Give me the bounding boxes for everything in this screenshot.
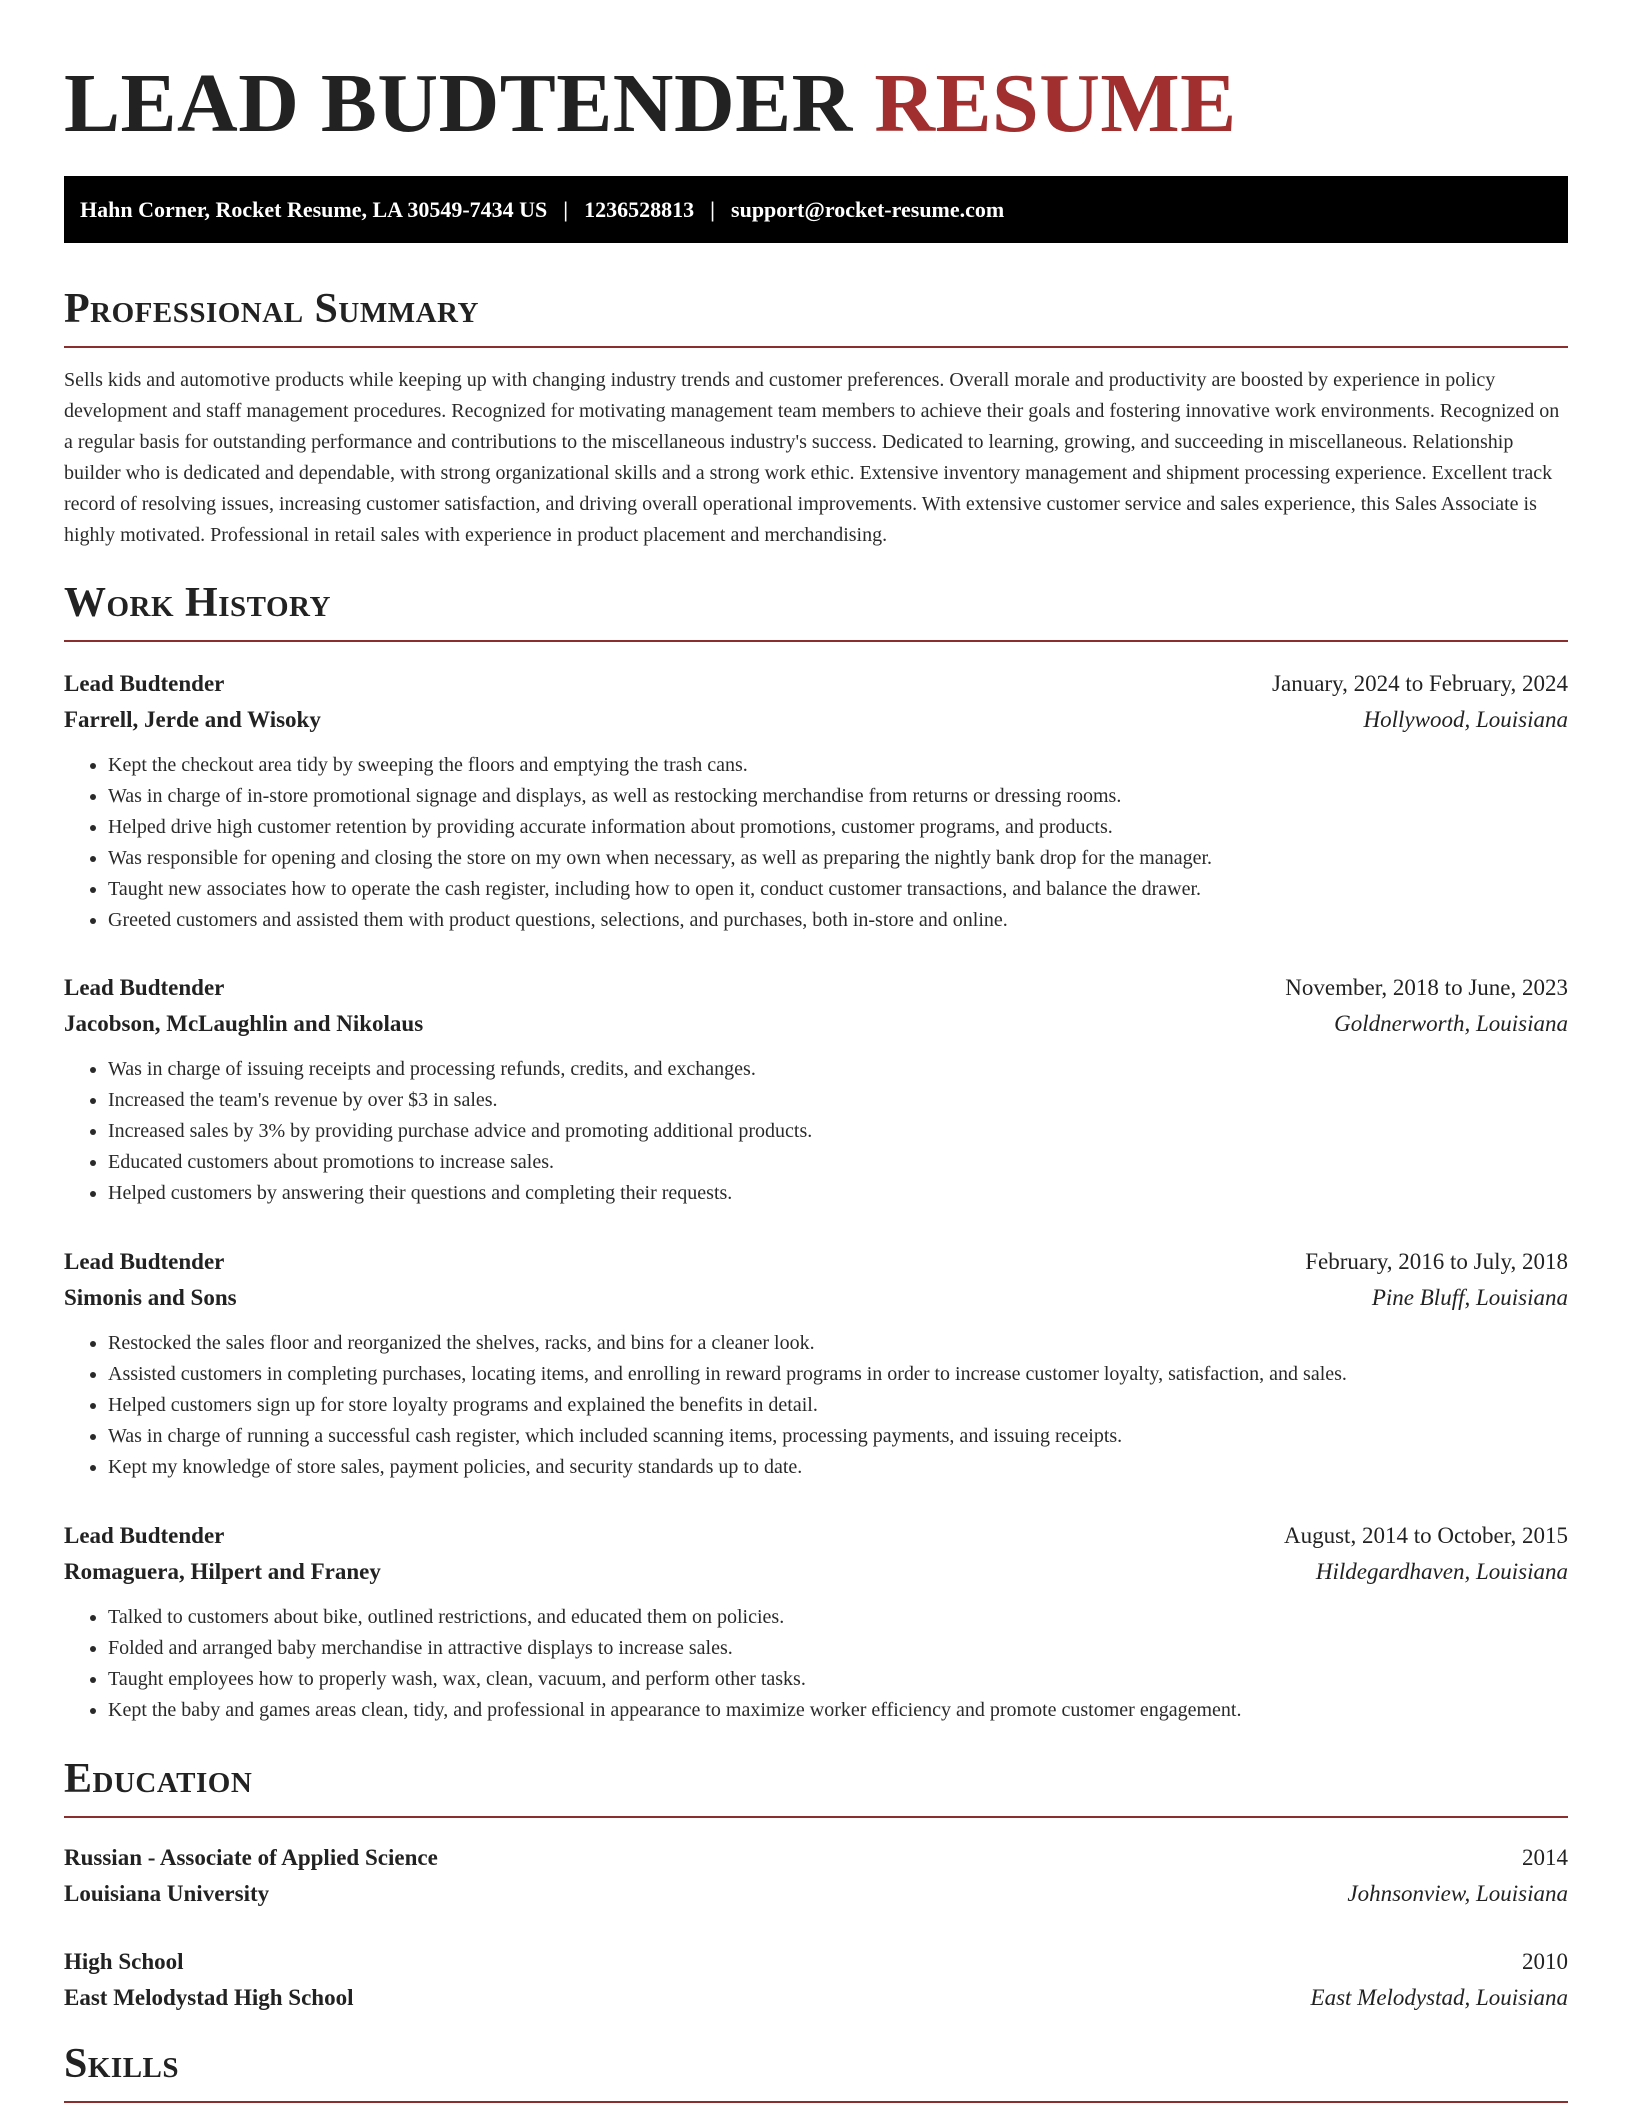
job-company: Farrell, Jerde and Wisoky: [64, 707, 321, 732]
resume-title: [64, 56, 1237, 152]
job-dates: November, 2018 to June, 2023: [1285, 975, 1568, 1000]
job-duty: • Increased the team's revenue by over $3 in sales.: [108, 1085, 1568, 1116]
education-year: 2010: [1522, 1949, 1568, 1974]
job-duty: • Educated customers about promotions to increase sales.: [108, 1147, 1568, 1178]
job-duty: • Talked to customers about bike, outlined restrictions, and educated them on policies.: [108, 1602, 1568, 1633]
job-duty: • Kept the baby and games areas clean, tidy, and professional in appearance to maximize worker efficiency and promote customer engagement.: [108, 1695, 1568, 1726]
title-accent: RESUME: [874, 57, 1237, 150]
job-location: Hildegardhaven, Louisiana: [1315, 1559, 1568, 1584]
job-header-row: [64, 970, 1568, 1006]
education-entry: [64, 1944, 1568, 2016]
job-duties-list: [64, 1054, 1568, 1209]
job-duties-list: [64, 750, 1568, 936]
job-header-row: [64, 666, 1568, 702]
education-entry: [64, 1840, 1568, 1912]
job-duty: • Kept my knowledge of store sales, payment policies, and security standards up to date.: [108, 1452, 1568, 1483]
job-duty: • Helped customers sign up for store loyalty programs and explained the benefits in detail.: [108, 1390, 1568, 1421]
section-heading-education: Education: [64, 1754, 1568, 1818]
job-duty: • Kept the checkout area tidy by sweeping the floors and emptying the trash cans.: [108, 750, 1568, 781]
job-entry: [64, 970, 1568, 1209]
contact-phone: 1236528813: [584, 196, 695, 222]
job-title: Lead Budtender: [64, 1523, 225, 1548]
job-dates: February, 2016 to July, 2018: [1305, 1249, 1568, 1274]
contact-address: Hahn Corner, Rocket Resume, LA 30549-7434 US: [80, 196, 548, 222]
education-location: East Melodystad, Louisiana: [1310, 1985, 1568, 2010]
job-dates: August, 2014 to October, 2015: [1284, 1523, 1568, 1548]
job-company-row: [64, 1280, 1568, 1316]
contact-email: support@rocket-resume.com: [731, 196, 1005, 222]
job-title: Lead Budtender: [64, 671, 225, 696]
job-duty: • Increased sales by 3% by providing purchase advice and promoting additional products.: [108, 1116, 1568, 1147]
section-heading-skills: Skills: [64, 2039, 1568, 2103]
education-school: East Melodystad High School: [64, 1985, 354, 2010]
title-main: LEAD BUDTENDER: [64, 57, 853, 150]
job-header-row: [64, 1244, 1568, 1280]
job-location: Pine Bluff, Louisiana: [1371, 1285, 1568, 1310]
education-degree: High School: [64, 1949, 184, 1974]
contact-bar: [64, 176, 1568, 243]
job-title: Lead Budtender: [64, 1249, 225, 1274]
education-school-row: [64, 1876, 1568, 1912]
job-duty: • Assisted customers in completing purchases, locating items, and enrolling in reward programs in order to increase customer loyalty, satisfaction, and sales.: [108, 1359, 1568, 1390]
education-school-row: [64, 1980, 1568, 2016]
job-duties-list: [64, 1328, 1568, 1483]
job-duty: • Was in charge of in-store promotional signage and displays, as well as restocking merchandise from returns or dressing rooms.: [108, 781, 1568, 812]
job-location: Goldnerworth, Louisiana: [1334, 1011, 1568, 1036]
job-company-row: [64, 1554, 1568, 1590]
job-entry: [64, 1518, 1568, 1726]
job-entry: [64, 1244, 1568, 1483]
job-duty: • Was in charge of issuing receipts and processing refunds, credits, and exchanges.: [108, 1054, 1568, 1085]
job-duty: • Helped drive high customer retention by providing accurate information about promotions, customer programs, and products.: [108, 812, 1568, 843]
job-duty: • Restocked the sales floor and reorganized the shelves, racks, and bins for a cleaner look.: [108, 1328, 1568, 1359]
education-degree-row: [64, 1840, 1568, 1876]
job-duty: • Folded and arranged baby merchandise in attractive displays to increase sales.: [108, 1633, 1568, 1664]
job-company: Romaguera, Hilpert and Franey: [64, 1559, 381, 1584]
education-location: Johnsonview, Louisiana: [1347, 1881, 1568, 1906]
job-duty: • Taught new associates how to operate the cash register, including how to open it, conduct customer transactions, and balance the drawer.: [108, 874, 1568, 905]
section-heading-professional-summary: Professional Summary: [64, 284, 1568, 348]
job-duty: • Taught employees how to properly wash, wax, clean, vacuum, and perform other tasks.: [108, 1664, 1568, 1695]
job-duty: • Greeted customers and assisted them with product questions, selections, and purchases, both in-store and online.: [108, 905, 1568, 936]
job-duties-list: [64, 1602, 1568, 1726]
job-company: Simonis and Sons: [64, 1285, 237, 1310]
education-year: 2014: [1522, 1845, 1568, 1870]
job-duty: • Helped customers by answering their questions and completing their requests.: [108, 1178, 1568, 1209]
section-heading-work-history: Work History: [64, 578, 1568, 642]
professional-summary-text: Sells kids and automotive products while keeping up with changing industry trends and customer preferences. Overall morale and productivity are boosted by experience in policy development and staff management procedures. Recognized for motivating management team members to achieve their goals and fostering innovative work environments. Recognized on a regular basis for outstanding performance and contributions to the miscellaneous industry's success. Dedicated to learning, growing, and succeeding in miscellaneous. Relationship builder who is dedicated and dependable, with strong organizational skills and a strong work ethic. Extensive inventory management and shipment processing experience. Excellent track record of resolving issues, increasing customer satisfaction, and driving overall operational improvements. With extensive customer service and sales experience, this Sales Associate is highly motivated. Professional in retail sales with experience in product placement and merchandising.: [64, 369, 1560, 546]
job-company-row: [64, 1006, 1568, 1042]
contact-separator: |: [710, 196, 716, 222]
education-school: Louisiana University: [64, 1881, 270, 1906]
job-company: Jacobson, McLaughlin and Nikolaus: [64, 1011, 424, 1036]
education-degree: Russian - Associate of Applied Science: [64, 1845, 438, 1870]
job-title: Lead Budtender: [64, 975, 225, 1000]
contact-separator: |: [563, 196, 569, 222]
job-entry: [64, 666, 1568, 936]
education-degree-row: [64, 1944, 1568, 1980]
job-duty: • Was in charge of running a successful cash register, which included scanning items, processing payments, and issuing receipts.: [108, 1421, 1568, 1452]
job-header-row: [64, 1518, 1568, 1554]
job-dates: January, 2024 to February, 2024: [1272, 671, 1568, 696]
job-duty: • Was responsible for opening and closing the store on my own when necessary, as well as preparing the nightly bank drop for the manager.: [108, 843, 1568, 874]
job-company-row: [64, 702, 1568, 738]
job-location: Hollywood, Louisiana: [1363, 707, 1568, 732]
